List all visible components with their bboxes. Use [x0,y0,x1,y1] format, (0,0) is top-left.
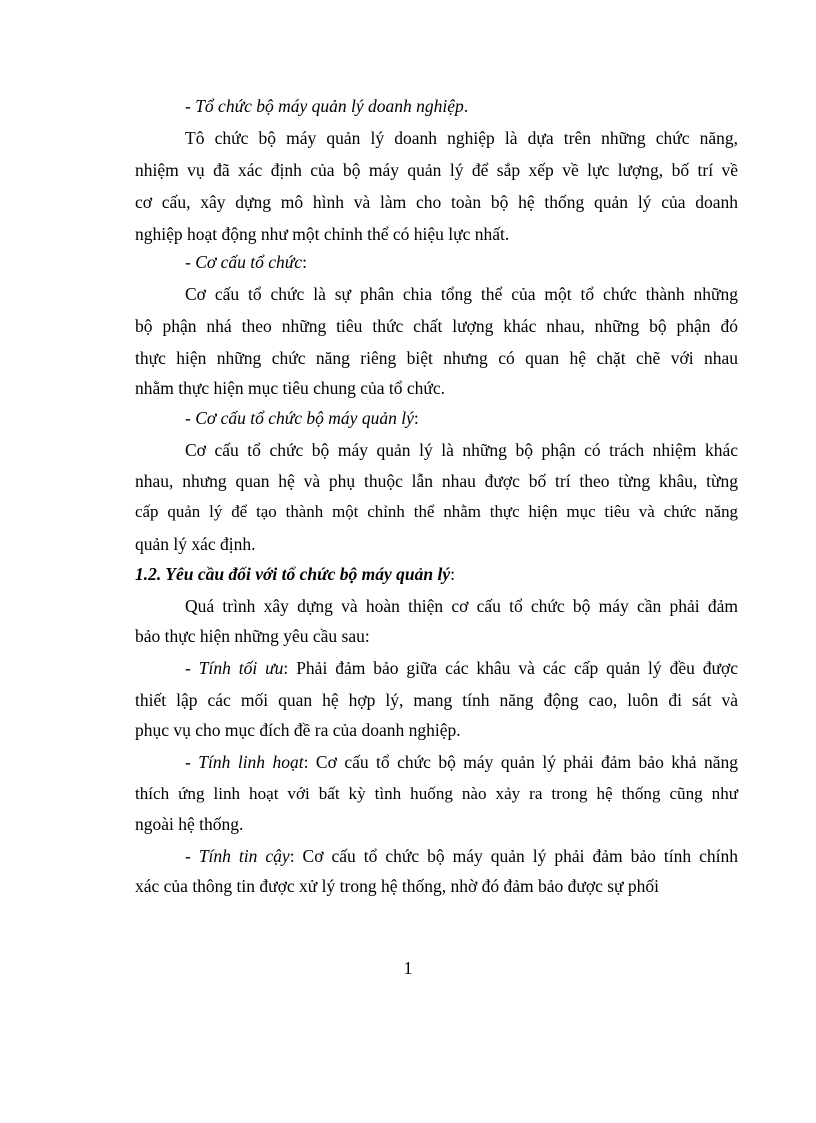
paragraph-line: Quá trình xây dựng và hoàn thiện cơ cấu tổ chức bộ máy cần phải đảm [185,596,738,616]
paragraph-line: cấp quản lý để tạo thành một chỉnh thể nhằm thực hiện mục tiêu và chức năng [135,502,738,521]
paragraph-line: thích ứng linh hoạt với bất kỳ tình huống nào xảy ra trong hệ thống cũng như [135,784,738,803]
paragraph-line: nhiệm vụ đã xác định của bộ máy quản lý để sắp xếp về lực lượng, bố trí về [135,160,738,180]
paragraph-line: nhau, nhưng quan hệ và phụ thuộc lẫn nhau được bố trí theo từng khâu, từng [135,471,738,491]
subheading-term: Cơ cấu tổ chức bộ máy quản lý [195,408,414,428]
paragraph-line [185,750,738,774]
bullet-prefix: - [185,252,196,272]
subheading-line [185,406,419,430]
criterion-term: Tính tin cậy [198,846,290,866]
subheading-term: Cơ cấu tổ chức [195,252,303,272]
paragraph-line: Cơ cấu tổ chức là sự phân chia tổng thể của một tổ chức thành những [185,284,738,304]
paragraph-line [185,656,738,680]
paragraph-line: bảo thực hiện những yêu cầu sau: [135,626,370,646]
section-heading-text: 1.2. Yêu cầu đối với tổ chức bộ máy quản lý [135,564,451,584]
punctuation: : [413,408,419,428]
criterion-text: : Cơ cấu tổ chức bộ máy quản lý phải đảm bảo tính chính [289,846,739,866]
section-heading [135,562,455,586]
bullet-prefix: - [185,846,199,866]
bullet-prefix: - [185,752,199,772]
paragraph-line: cơ cấu, xây dựng mô hình và làm cho toàn bộ hệ thống quản lý của doanh [135,192,738,212]
punctuation: . [463,96,469,116]
bullet-prefix: - [185,658,199,678]
criterion-term: Tính linh hoạt [198,752,304,772]
paragraph-line: bộ phận nhá theo những tiêu thức chất lượng khác nhau, những bộ phận đó [135,316,738,336]
subheading-term: Tổ chức bộ máy quản lý doanh nghiệp [195,96,464,116]
paragraph-line: xác của thông tin được xử lý trong hệ thống, nhờ đó đảm bảo được sự phối [135,876,660,896]
paragraph-line: quản lý xác định. [135,534,256,554]
paragraph-line: phục vụ cho mục đích đề ra của doanh nghiệp. [135,720,461,740]
paragraph-line: Cơ cấu tổ chức bộ máy quản lý là những bộ phận có trách nhiệm khác [185,440,738,460]
paragraph-line: Tô chức bộ máy quản lý doanh nghiệp là dựa trên những chức năng, [185,128,738,148]
paragraph-line: ngoài hệ thống. [135,814,244,834]
page-number: 1 [403,958,413,978]
criterion-text: : Phải đảm bảo giữa các khâu và các cấp quản lý đều được [283,658,739,678]
subheading-line [185,250,307,274]
paragraph-line: thiết lập các mối quan hệ hợp lý, mang tính năng động cao, luôn đi sát và [135,690,738,710]
paragraph-line: thực hiện những chức năng riêng biệt nhưng có quan hệ chặt chẽ với nhau [135,348,738,368]
criterion-text: : Cơ cấu tổ chức bộ máy quản lý phải đảm bảo khả năng [303,752,739,772]
punctuation: : [302,252,307,272]
criterion-term: Tính tối ưu [198,658,284,678]
bullet-prefix: - [185,96,196,116]
paragraph-line [185,844,738,868]
punctuation: : [450,564,455,584]
bullet-prefix: - [185,408,196,428]
paragraph-line: nghiệp hoạt động như một chỉnh thể có hiệu lực nhất. [135,224,510,244]
paragraph-line: nhằm thực hiện mục tiêu chung của tổ chức. [135,378,446,398]
subheading-line [185,94,468,118]
